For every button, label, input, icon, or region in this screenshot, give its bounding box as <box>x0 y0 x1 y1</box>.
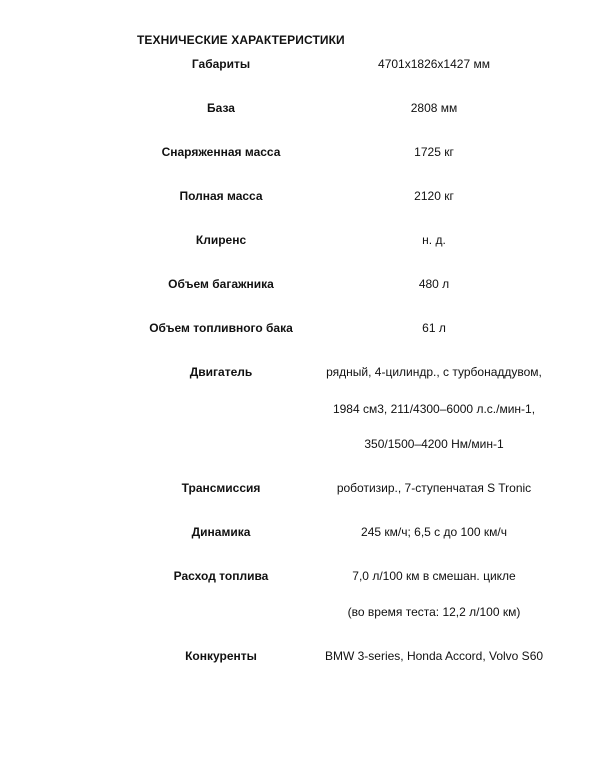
spec-value-line: (во время теста: 12,2 л/100 км) <box>347 605 521 619</box>
spec-value-line: 61 л <box>422 321 446 335</box>
spec-label: База <box>207 101 235 115</box>
spec-label: Объем топливного бака <box>149 321 293 335</box>
spec-value-line: 4701х1826х1427 мм <box>378 57 490 71</box>
spec-value-line: 7,0 л/100 км в смешан. цикле <box>352 569 516 583</box>
spec-value-line: 1984 см3, 211/4300–6000 л.с./мин-1, <box>332 402 536 416</box>
spec-value-line: рядный, 4-цилиндр., с турбонаддувом, <box>326 365 542 379</box>
spec-value-line: 1725 кг <box>414 145 454 159</box>
spec-label: Габариты <box>191 57 251 71</box>
spec-value-line: 480 л <box>418 277 450 291</box>
spec-label: Снаряженная масса <box>161 145 281 159</box>
spec-value-line: BMW 3-series, Honda Accord, Volvo S60 <box>324 649 544 663</box>
spec-label: Конкуренты <box>185 649 257 663</box>
spec-label: Двигатель <box>189 365 253 379</box>
page-title: ТЕХНИЧЕСКИЕ ХАРАКТЕРИСТИКИ <box>137 33 345 47</box>
spec-label: Трансмиссия <box>181 481 261 495</box>
spec-label: Динамика <box>191 525 251 539</box>
spec-value-line: 350/1500–4200 Нм/мин-1 <box>364 437 504 451</box>
spec-value-line: н. д. <box>422 233 446 247</box>
spec-label: Объем багажника <box>168 277 274 291</box>
spec-label: Клиренс <box>195 233 247 247</box>
spec-value-line: 2120 кг <box>414 189 454 203</box>
spec-value-line: 245 км/ч; 6,5 с до 100 км/ч <box>361 525 507 539</box>
spec-label: Полная масса <box>179 189 263 203</box>
spec-value-line: роботизир., 7-ступенчатая S Tronic <box>336 481 532 495</box>
spec-value-line: 2808 мм <box>410 101 458 115</box>
spec-label: Расход топлива <box>173 569 269 583</box>
